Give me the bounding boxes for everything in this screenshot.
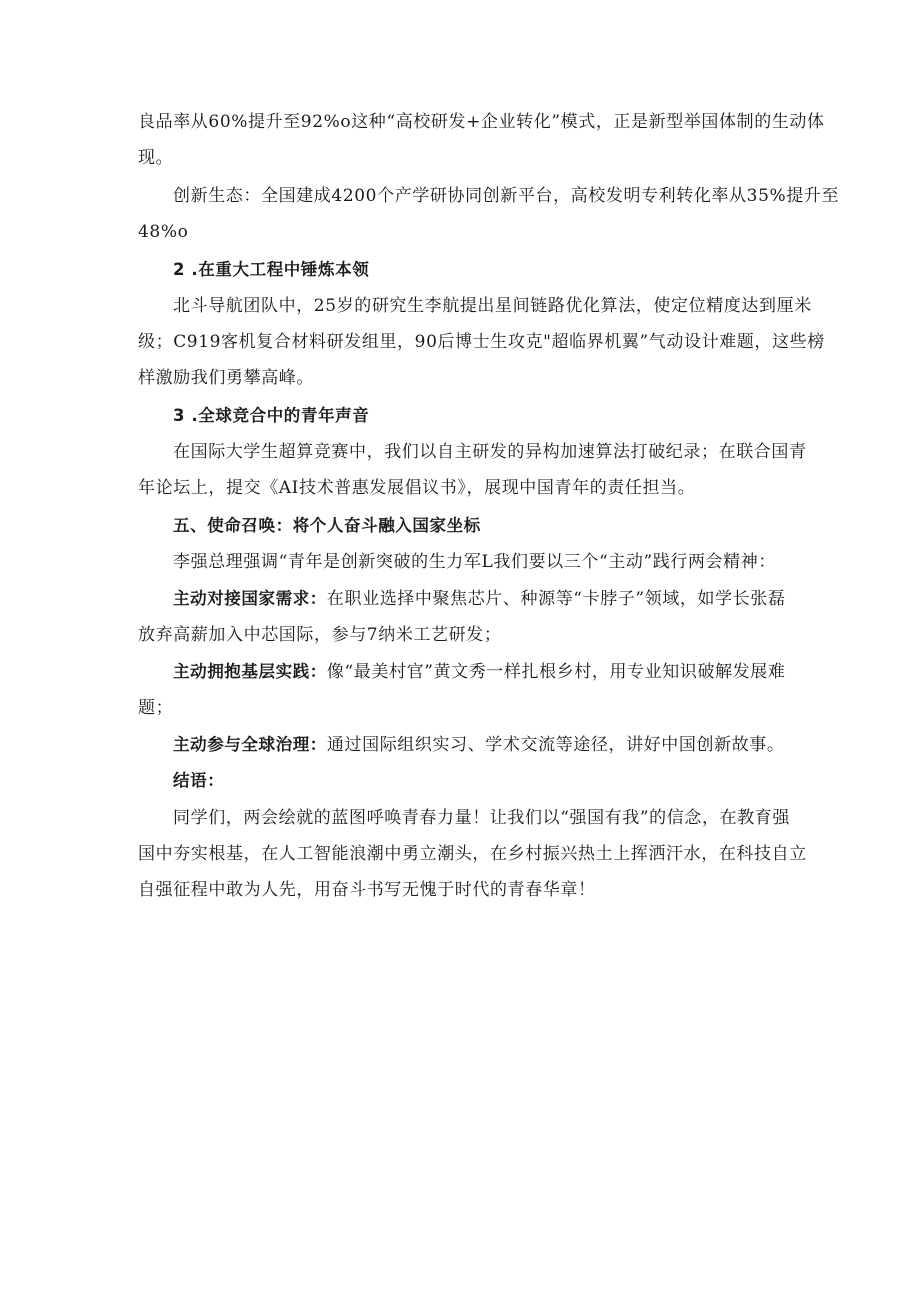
paragraph-text: 像“最美村官”黄文秀一样扎根乡村，用专业知识破解发展难: [326, 662, 786, 682]
paragraph-text: 通过国际组织实习、学术交流等途径，讲好中国创新故事。: [326, 735, 785, 755]
paragraph-line: 同学们，两会绘就的蓝图呼唤青春力量！让我们以“强国有我”的信念，在教育强: [173, 808, 790, 828]
conclusion-heading: 结语：: [173, 771, 225, 790]
paragraph-line: 级；C919客机复合材料研发组里，90后博士生攻克"超临界机翼”气动设计难题，这些榜: [138, 332, 825, 352]
paragraph-line: [173, 733, 833, 757]
bold-lead: 主动对接国家需求：: [173, 589, 327, 608]
bold-lead: 主动参与全球治理：: [173, 735, 327, 754]
paragraph-line: 年论坛上，提交《AI技术普惠发展倡议书》，展现中国青年的责任担当。: [138, 478, 696, 498]
section-heading: 3 .全球竞合中的青年声音: [173, 406, 370, 425]
paragraph-line: 良品率从60%提升至92%o这种“高校研发+企业转化”模式，正是新型举国体制的生动体: [138, 112, 825, 132]
paragraph-line: 样激励我们勇攀高峰。: [138, 368, 314, 388]
paragraph-line: [173, 660, 833, 684]
paragraph-line: [173, 587, 833, 611]
paragraph-line: 北斗导航团队中，25岁的研究生李航提出星间链路优化算法，使定位精度达到厘米: [173, 296, 812, 316]
paragraph-text: 在职业选择中聚焦芯片、种源等“卡脖子”领域，如学长张磊: [326, 589, 786, 609]
chapter-heading: 五、使命召唤：将个人奋斗融入国家坐标: [173, 516, 481, 535]
paragraph-line: 创新生态：全国建成4200个产学研协同创新平台，高校发明专利转化率从35%提升至: [173, 186, 840, 206]
paragraph-line: 48%o: [138, 222, 189, 242]
bold-lead: 主动拥抱基层实践：: [173, 662, 327, 681]
paragraph-line: 李强总理强调“青年是创新突破的生力军L我们要以三个“主动”践行两会精神：: [173, 552, 776, 572]
paragraph-line: 放弃高薪加入中芯国际，参与7纳米工艺研发；: [138, 625, 502, 645]
paragraph-line: 现。: [138, 148, 174, 168]
paragraph-line: 国中夯实根基，在人工智能浪潮中勇立潮头，在乡村振兴热土上挥洒汗水，在科技自立: [138, 844, 807, 864]
section-heading: 2 .在重大工程中锤炼本领: [173, 260, 370, 279]
paragraph-line: 自强征程中敢为人先，用奋斗书写无愧于时代的青春华章！: [138, 880, 596, 900]
paragraph-line: 题；: [138, 698, 174, 718]
paragraph-line: 在国际大学生超算竞赛中，我们以自主研发的异构加速算法打破纪录；在联合国青: [173, 442, 807, 462]
